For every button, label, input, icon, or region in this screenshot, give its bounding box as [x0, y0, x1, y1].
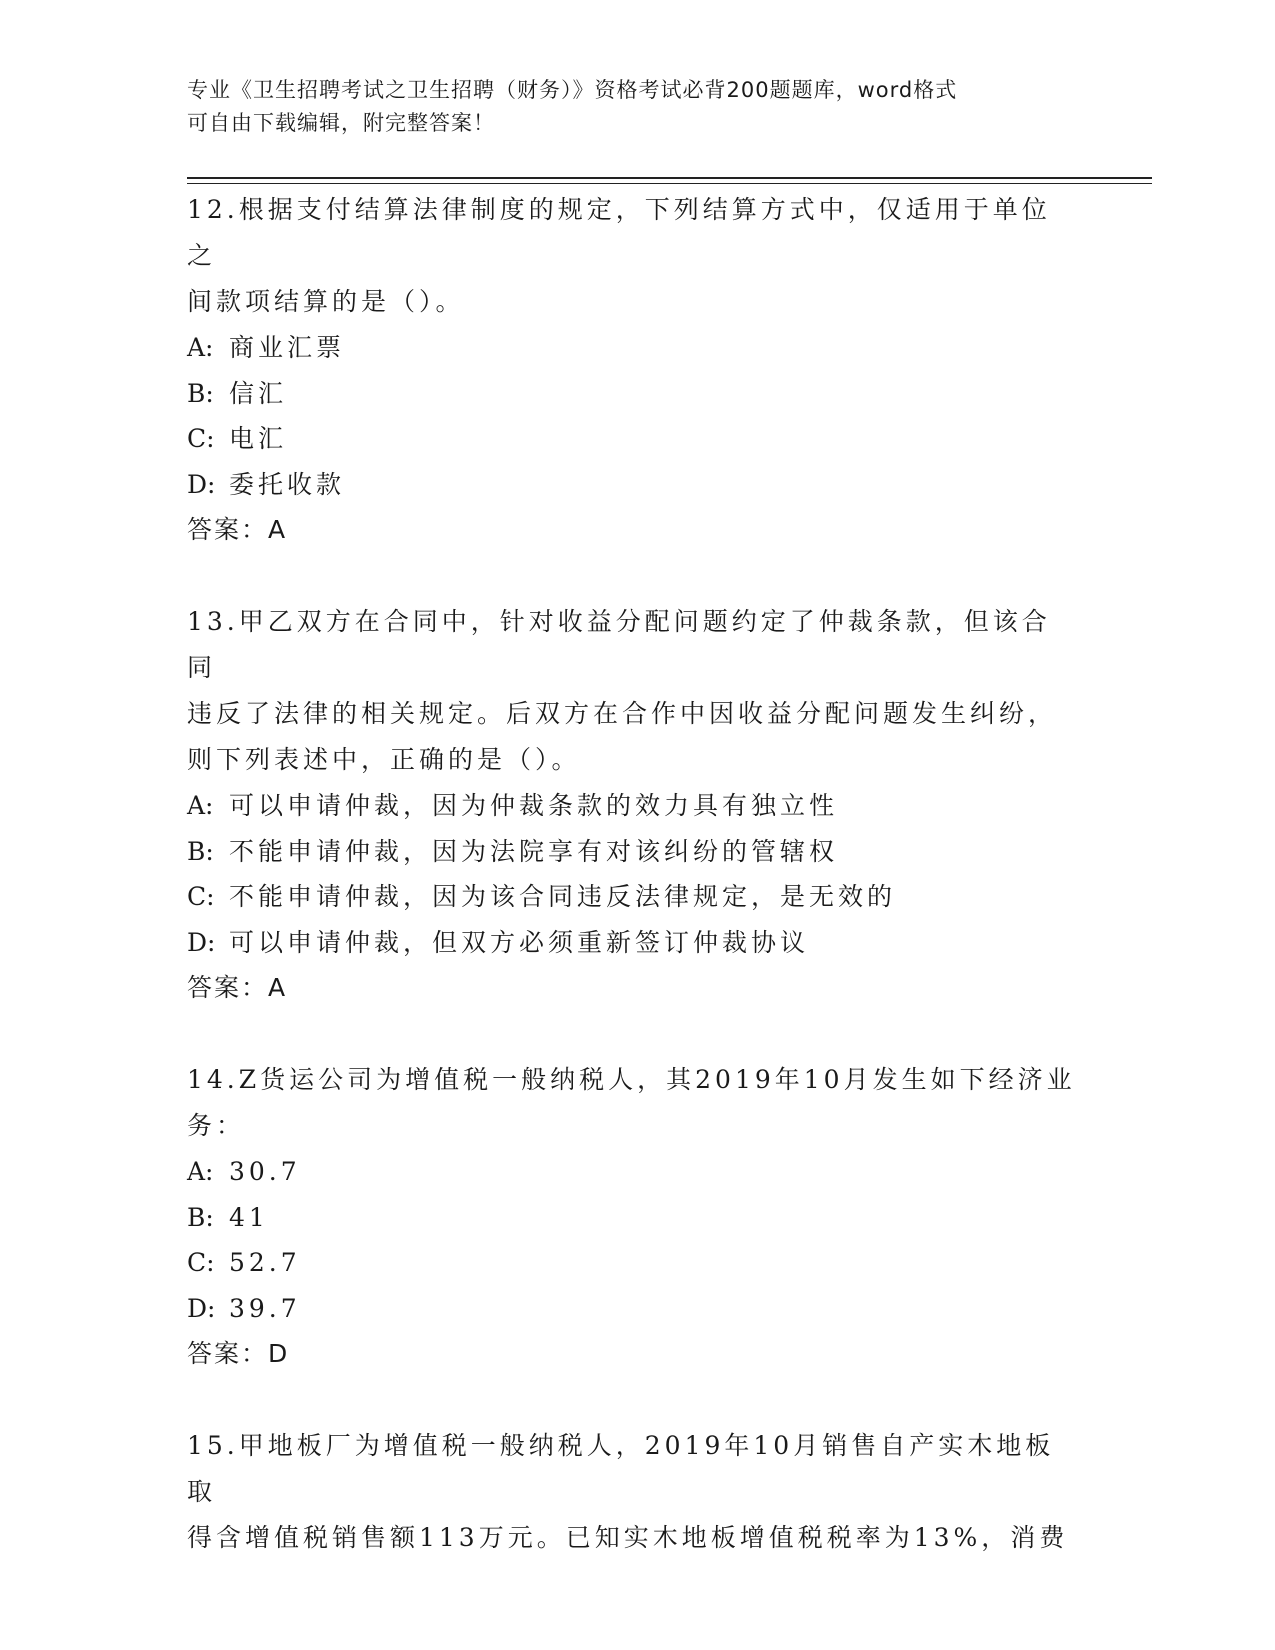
option-c [187, 1240, 1077, 1286]
question-stem [187, 1423, 1077, 1561]
stem-line: 违反了法律的相关规定。后双方在合作中因收益分配问题发生纠纷， [187, 699, 1058, 728]
header-line-1: 专业《卫生招聘考试之卫生招聘（财务）》资格考试必背200题题库，word格式 [187, 78, 958, 102]
stem-line: 务： [187, 1111, 246, 1140]
answer-label: 答案： [187, 973, 269, 1002]
stem-line: 则下列表述中，正确的是（）。 [187, 745, 581, 774]
option-a [187, 783, 1077, 829]
option-letter: A: [187, 791, 214, 820]
option-c [187, 874, 1077, 920]
option-d [187, 1286, 1077, 1332]
option-letter: C: [187, 1248, 215, 1277]
question-12 [187, 187, 1077, 553]
option-letter: B: [187, 1202, 214, 1232]
option-a [187, 325, 1077, 371]
option-text: 不能申请仲裁，因为法院享有对该纠纷的管辖权 [229, 836, 839, 866]
option-text: 可以申请仲裁，因为仲裁条款的效力具有独立性 [229, 791, 839, 820]
question-stem [187, 1057, 1077, 1149]
option-a [187, 1149, 1077, 1195]
answer-line [187, 1331, 1077, 1377]
option-letter: C: [187, 882, 215, 911]
option-letter: B: [187, 378, 214, 408]
option-text: 30.7 [229, 1157, 301, 1186]
option-d [187, 920, 1077, 966]
option-d [187, 462, 1077, 508]
question-15 [187, 1423, 1077, 1561]
stem-line: 间款项结算的是（）。 [187, 287, 465, 316]
option-text: 电汇 [229, 424, 288, 453]
option-letter: A: [187, 333, 214, 362]
stem-line: 14.Z货运公司为增值税一般纳税人，其2019年10月发生如下经济业 [187, 1065, 1076, 1094]
option-text: 信汇 [229, 378, 288, 408]
option-text: 52.7 [229, 1248, 301, 1277]
option-c [187, 416, 1077, 462]
option-letter: A: [187, 1157, 214, 1186]
document-header [187, 74, 1067, 140]
option-letter: B: [187, 836, 214, 866]
option-letter: D: [187, 469, 216, 499]
option-letter: D: [187, 1293, 216, 1323]
stem-line: 12.根据支付结算法律制度的规定，下列结算方式中，仅适用于单位之 [187, 195, 1051, 270]
option-text: 不能申请仲裁，因为该合同违反法律规定，是无效的 [229, 882, 897, 911]
option-b [187, 1195, 1077, 1241]
option-b [187, 371, 1077, 417]
stem-line: 15.甲地板厂为增值税一般纳税人，2019年10月销售自产实木地板取 [187, 1431, 1055, 1506]
header-rule-thick [187, 177, 1152, 179]
question-stem [187, 599, 1077, 783]
stem-line: 13.甲乙双方在合同中，针对收益分配问题约定了仲裁条款，但该合同 [187, 607, 1051, 682]
answer-line [187, 507, 1077, 553]
question-list [187, 187, 1077, 1607]
option-text: 商业汇票 [229, 333, 346, 362]
question-13 [187, 599, 1077, 1011]
answer-label: 答案： [187, 1339, 269, 1368]
option-b [187, 829, 1077, 875]
option-letter: D: [187, 927, 216, 957]
stem-line: 得含增值税销售额113万元。已知实木地板增值税税率为13%，消费 [187, 1523, 1069, 1552]
header-line-2: 可自由下载编辑，附完整答案！ [187, 111, 495, 135]
option-letter: C: [187, 424, 215, 453]
question-stem [187, 187, 1077, 325]
answer-value: D [268, 1339, 290, 1368]
option-text: 可以申请仲裁，但双方必须重新签订仲裁协议 [229, 927, 810, 957]
answer-value: A [268, 515, 288, 544]
answer-value: A [268, 973, 288, 1002]
option-text: 委托收款 [229, 469, 346, 499]
option-text: 41 [229, 1202, 269, 1232]
answer-label: 答案： [187, 515, 269, 544]
option-text: 39.7 [229, 1293, 301, 1323]
question-14 [187, 1057, 1077, 1377]
header-rule-thin [187, 183, 1152, 184]
answer-line [187, 965, 1077, 1011]
